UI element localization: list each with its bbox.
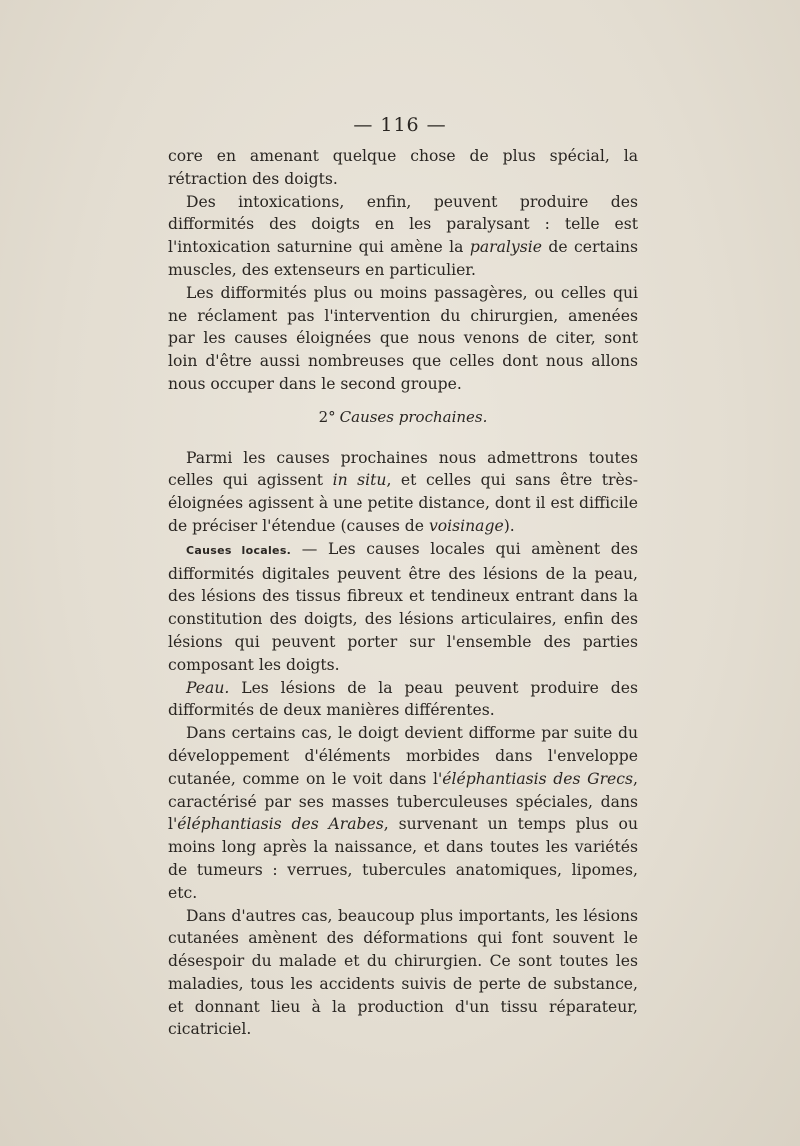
paragraph-6-text: Les lésions de la peau peuvent produire des difformités de deux manières différentes. — [168, 678, 638, 720]
paragraph-3: Les difformités plus ou moins passagères, ou celles qui ne réclament pas l'intervention du chirurgien, amenées par les causes éloignées que nous venons de citer, sont loin d'être aussi nombreuses que celles dont nous allons nous occuper dans le second groupe. — [168, 283, 638, 393]
page-number: — 116 — — [353, 114, 447, 136]
paragraph-7-italic-b: éléphantiasis des Grecs — [442, 769, 634, 788]
paragraph-5-text: — Les causes locales qui amènent des difformités digitales peuvent être des lésions de la peau, des lésions des tissus fibreux et tendineux entrant dans la constitution des doigts, des lésions articulaires, enfin des lésions qui peuvent porter sur l'ensemble des parties composant les doigts. — [168, 539, 638, 674]
body-text — [168, 145, 638, 1041]
paragraph-4 — [168, 447, 638, 538]
paragraph-5 — [168, 538, 638, 677]
paragraph-6 — [168, 677, 638, 723]
paragraph-5-label: Causes locales. — [186, 543, 292, 557]
paragraph-4-text-a: Parmi les causes prochaines nous admettrons toutes celles qui agissent — [168, 448, 638, 490]
paragraph-6-label: Peau. — [186, 678, 230, 697]
paragraph-2-text: Des intoxications, enfin, peuvent produire des difformités des doigts en les paralysant : telle est l'intoxication saturnine qui amène la — [168, 192, 638, 257]
paragraph-4-italic-b: in situ — [332, 471, 387, 490]
paragraph-2-text-end: de certains muscles, des extenseurs en particulier. — [168, 238, 639, 279]
section-heading — [168, 406, 638, 429]
paragraph-7-italic-d: éléphantiasis des Arabes — [177, 815, 384, 834]
paragraph-2 — [168, 191, 638, 282]
section-title: Causes prochaines. — [339, 407, 488, 426]
paragraph-4-text-c: , et celles qui sans être très-éloignées agissent à une petite distance, dont il est difficile de préciser l'étendue (causes de — [168, 471, 638, 535]
paragraph-4-italic-d: voisinage — [428, 516, 504, 535]
paragraph-7-text-a: Dans certains cas, le doigt devient difforme par suite du développement d'éléments morbides dans l'enveloppe cutanée, comme on le voit dans l' — [168, 724, 638, 788]
section-number: 2° — [318, 407, 336, 426]
paragraph-2-italic: paralysie — [469, 238, 542, 257]
paragraph-7 — [168, 722, 638, 904]
paragraph-1: core en amenant quelque chose de plus spécial, la rétraction des doigts. — [168, 147, 638, 188]
paragraph-7-text-e: , survenant un temps plus ou moins long après la naissance, et dans toutes les variétés de tumeurs : verrues, tubercules anatomiques, lipomes, etc. — [168, 815, 638, 902]
paragraph-4-text-e: ). — [503, 516, 515, 535]
paragraph-8: Dans d'autres cas, beaucoup plus importants, les lésions cutanées amènent des déformations qui font souvent le désespoir du malade et du chirurgien. Ce sont toutes les maladies, tous les accidents suivis de perte de substance, et donnant lieu à la production d'un tissu réparateur, cicatriciel. — [168, 906, 638, 1039]
paragraph-7-text-c: , caractérisé par ses masses tuberculeuses spéciales, dans l' — [168, 769, 638, 834]
